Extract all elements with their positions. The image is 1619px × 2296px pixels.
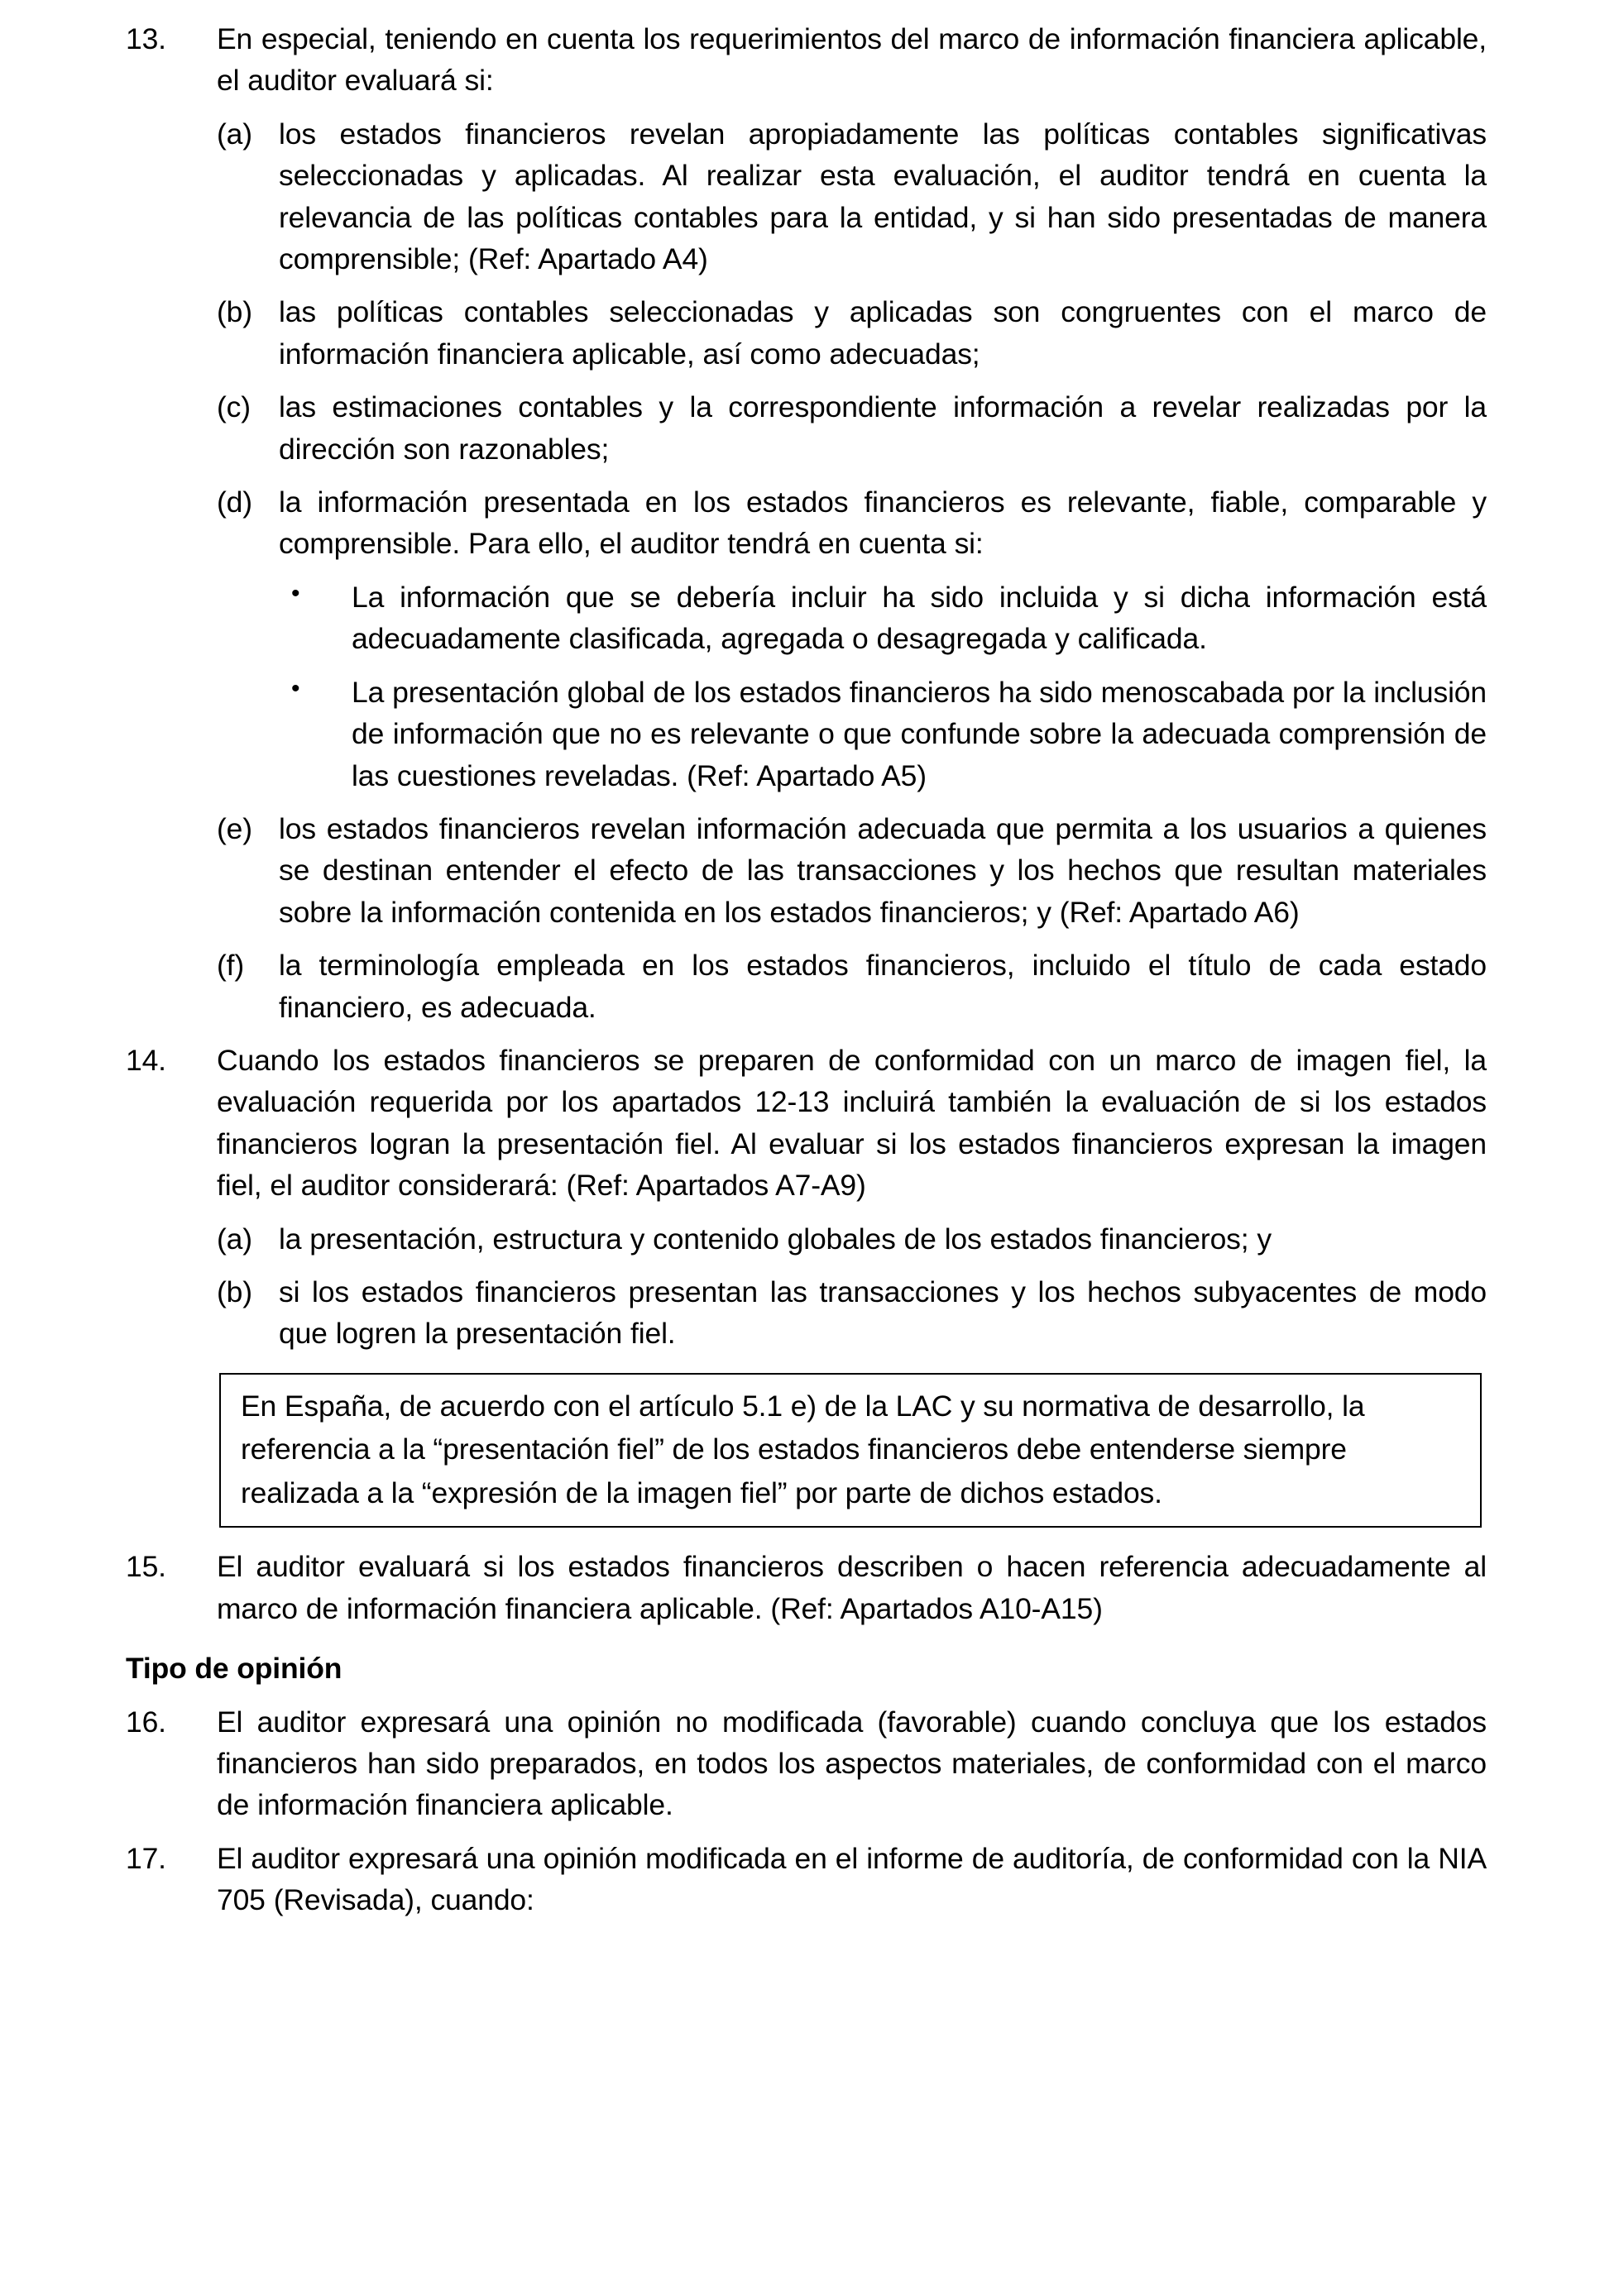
list-item (217, 1271, 1487, 1355)
list-marker: (b) (217, 295, 252, 329)
paragraph-text: la terminología empleada en los estados financieros, incluido el título de cada estado financiero, es adecuada. (279, 949, 1487, 1024)
list-marker: 16. (126, 1705, 166, 1739)
paragraph-text: la presentación, estructura y contenido globales de los estados financieros; y (279, 1222, 1272, 1256)
paragraph-text: En especial, teniendo en cuenta los requerimientos del marco de información financiera aplicable, el auditor evaluará si: (217, 22, 1487, 98)
list-item (217, 1218, 1487, 1260)
section-heading: Tipo de opinión (126, 1652, 342, 1686)
paragraph-text: Cuando los estados financieros se preparen de conformidad con un marco de imagen fiel, la evaluación requerida por los apartados 12-13 incluirá también la evaluación de si los estados financieros logran la presentación fiel. Al evaluar si los estados financieros expresan la imagen fiel, el auditor considerará: (Ref: Apartados A7-A9) (217, 1043, 1487, 1203)
list-marker: 15. (126, 1550, 166, 1584)
list-marker: (c) (217, 390, 251, 424)
callout-box (219, 1373, 1482, 1528)
list-marker: 14. (126, 1043, 166, 1077)
list-marker: (d) (217, 486, 252, 519)
list-item (217, 481, 1487, 565)
bullet-icon: • (291, 579, 300, 607)
callout-text: En España, de acuerdo con el artículo 5.1 e) de la LAC y su normativa de desarrollo, la referencia a la “presentación fiel” de los estados financieros debe entenderse siempre realizada a la “expresión de la imagen fiel” por parte de dichos estados. (241, 1389, 1365, 1509)
paragraph-text: los estados financieros revelan información adecuada que permita a los usuarios a quienes se destinan entender el efecto de las transacciones y los hechos que resultan materiales sobre la información contenida en los estados financieros; y (Ref: Apartado A6) (279, 811, 1487, 929)
list-marker: (a) (217, 117, 252, 151)
list-item (217, 113, 1487, 280)
list-item (217, 945, 1487, 1028)
bullet-icon: • (291, 674, 300, 702)
list-item (126, 1838, 1487, 1921)
paragraph-text: los estados financieros revelan apropiadamente las políticas contables significativas seleccionadas y aplicadas. Al realizar esta evaluación, el auditor tendrá en cuenta la relevancia de las políticas contables para la entidad, y si han sido presentadas de manera comprensible; (Ref: Apartado A4) (279, 117, 1487, 276)
list-item (126, 1701, 1487, 1826)
list-item (126, 1040, 1487, 1207)
list-item (217, 386, 1487, 470)
paragraph-text: El auditor expresará una opinión modificada en el informe de auditoría, de conformidad con la NIA 705 (Revisada), cuando: (217, 1841, 1487, 1917)
paragraph-text: El auditor evaluará si los estados financieros describen o hacen referencia adecuadamente al marco de información financiera aplicable. (Ref: Apartados A10-A15) (217, 1550, 1487, 1625)
list-item (291, 576, 1487, 660)
paragraph-text: El auditor expresará una opinión no modificada (favorable) cuando concluya que los estados financieros han sido preparados, en todos los aspectos materiales, de conformidad con el marco de información financiera aplicable. (217, 1705, 1487, 1822)
list-marker: (a) (217, 1222, 252, 1256)
list-marker: (e) (217, 811, 252, 845)
list-item (217, 291, 1487, 375)
paragraph-text: La presentación global de los estados financieros ha sido menoscabada por la inclusión de información que no es relevante o que confunde sobre la adecuada comprensión de las cuestiones reveladas. (Ref: Apartado A5) (352, 675, 1487, 792)
list-marker: 13. (126, 22, 166, 55)
list-item (217, 808, 1487, 933)
list-marker: (f) (217, 949, 245, 983)
paragraph-text: si los estados financieros presentan las transacciones y los hechos subyacentes de modo que logren la presentación fiel. (279, 1275, 1487, 1351)
list-marker: 17. (126, 1841, 166, 1875)
list-item (126, 1546, 1487, 1629)
list-item (291, 672, 1487, 796)
paragraph-text: La información que se debería incluir ha sido incluida y si dicha información está adecuadamente clasificada, agregada o desagregada y calificada. (352, 580, 1487, 656)
list-item (126, 18, 1487, 102)
list-marker: (b) (217, 1275, 252, 1308)
paragraph-text: las estimaciones contables y la correspondiente información a revelar realizadas por la dirección son razonables; (279, 390, 1487, 466)
paragraph-text: la información presentada en los estados financieros es relevante, fiable, comparable y comprensible. Para ello, el auditor tendrá en cuenta si: (279, 486, 1487, 561)
paragraph-text: las políticas contables seleccionadas y aplicadas son congruentes con el marco de información financiera aplicable, así como adecuadas; (279, 295, 1487, 371)
